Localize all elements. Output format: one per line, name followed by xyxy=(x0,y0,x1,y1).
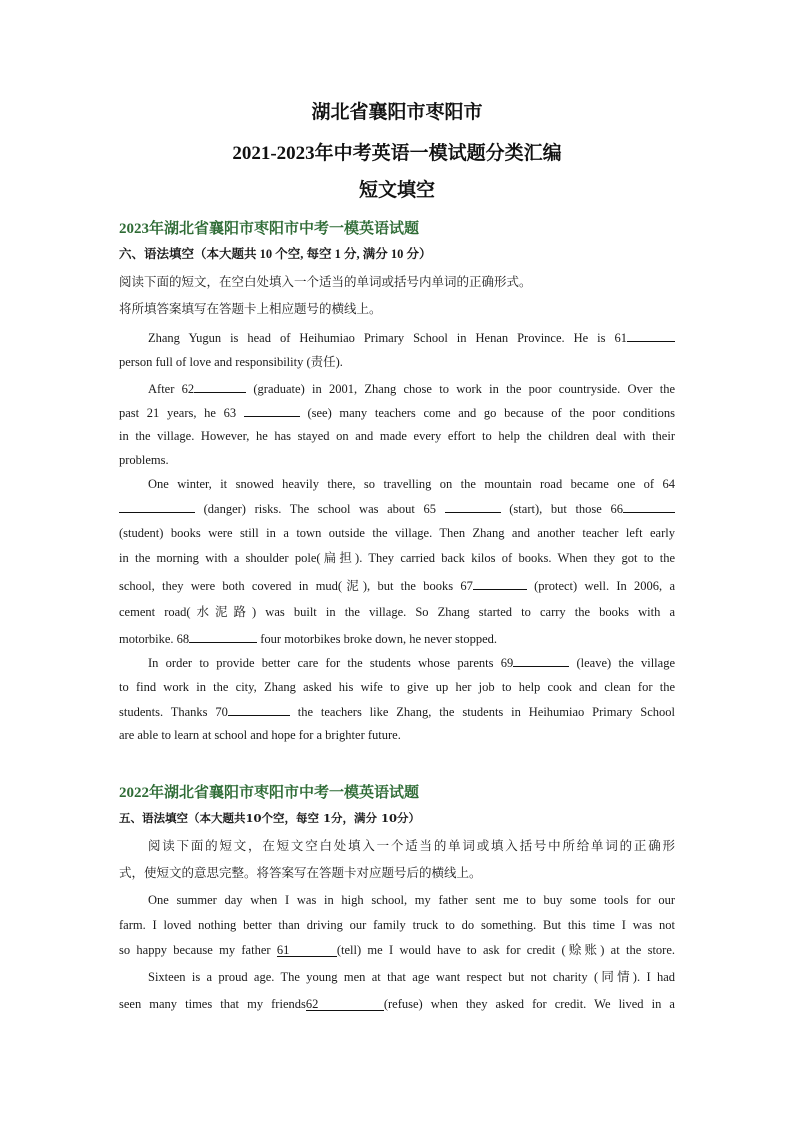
instruction-line-2: 将所填答案填写在答题卡上相应题号的横线上。 xyxy=(119,302,382,316)
answer-blank-64[interactable] xyxy=(119,500,195,513)
answer-blank-67[interactable] xyxy=(473,577,527,590)
section-heading-2023: 2023年湖北省襄阳市枣阳市中考一模英语试题 xyxy=(119,221,420,237)
paragraph-line: problems. xyxy=(119,453,169,467)
paragraph-line: school, they were both covered in mud(泥), but the books 67 (protect) well. In 2006, a xyxy=(119,579,675,593)
paragraph-line: in the village. However, he has stayed on and made every effort to help the children deal with their xyxy=(119,429,675,443)
section-heading-2022: 2022年湖北省襄阳市枣阳市中考一模英语试题 xyxy=(119,785,420,801)
answer-blank-68[interactable] xyxy=(189,630,257,643)
paragraph-line: One winter, it snowed heavily there, so travelling on the mountain road became one of 64 xyxy=(148,477,675,491)
instruction-line-2: 式，使短文的意思完整。将答案写在答题卡对应题号后的横线上。 xyxy=(119,866,482,880)
paragraph-line: (danger) risks. The school was about 65 (start), but those 66 xyxy=(119,500,675,517)
paragraph-line: In order to provide better care for the students whose parents 69 (leave) the village xyxy=(148,656,675,670)
paragraph-line: students. Thanks 70 the teachers like Zhang, the students in Heihumiao Primary School xyxy=(119,705,675,719)
part-title-2023: 六、语法填空（本大题共 10 个空, 每空 1 分, 满分 10 分） xyxy=(119,247,432,261)
paragraph-line: are able to learn at school and hope for a brighter future. xyxy=(119,728,401,742)
answer-blank-62[interactable] xyxy=(194,380,246,393)
title-region: 湖北省襄阳市枣阳市 xyxy=(311,102,483,123)
paragraph-line: One summer day when I was in high school, my father sent me to buy some tools for our xyxy=(148,893,675,907)
instruction-line-1: 阅读下面的短文，在空白处填入一个适当的单词或括号内单词的正确形式。 xyxy=(119,275,532,289)
paragraph-line: person full of love and responsibility (责任). xyxy=(119,355,343,369)
answer-blank-63[interactable] xyxy=(244,404,300,417)
answer-blank-61[interactable] xyxy=(627,329,675,342)
answer-blank-65[interactable] xyxy=(445,500,501,513)
paragraph-line: After 62 (graduate) in 2001, Zhang chose to work in the poor countryside. Over the xyxy=(148,382,675,396)
answer-blank-70[interactable] xyxy=(228,703,290,716)
answer-blank-69[interactable] xyxy=(513,654,569,667)
paragraph-line: Zhang Yugun is head of Heihumiao Primary School in Henan Province. He is 61 xyxy=(119,329,675,346)
answer-blank-62[interactable]: 62 xyxy=(306,998,384,1011)
part-title-2022: 五、语法填空（本大题共10个空，每空 1分，满分 10分） xyxy=(119,811,421,825)
title-years: 2021-2023年中考英语一模试题分类汇编 xyxy=(232,143,562,164)
paragraph-line: motorbike. 68 four motorbikes broke down, he never stopped. xyxy=(119,632,498,646)
instruction-line-1: 阅读下面的短文，在短文空白处填入一个适当的单词或填入括号中所给单词的正确形 xyxy=(148,839,675,853)
title-topic: 短文填空 xyxy=(358,180,435,201)
answer-blank-61[interactable]: 61 xyxy=(277,944,337,957)
paragraph-line: seen many times that my friends62 (refuse) when they asked for credit. We lived in a xyxy=(119,997,675,1011)
paragraph-line: cement road(水泥路) was built in the village. So Zhang started to carry the books with a xyxy=(119,605,675,619)
paragraph-line: past 21 years, he 63 (see) many teachers come and go because of the poor conditions xyxy=(119,406,675,420)
paragraph-line: to find work in the city, Zhang asked his wife to give up her job to help cook and clean for the xyxy=(119,680,675,694)
paragraph-line: so happy because my father 61 (tell) me I would have to ask for credit (赊账) at the store. xyxy=(119,943,675,957)
paragraph-line: (student) books were still in a town outside the village. Then Zhang and another teacher left early xyxy=(119,526,675,540)
paragraph-line: in the morning with a shoulder pole(扁担). They carried back kilos of books. When they got to the xyxy=(119,551,675,565)
paragraph-line: Sixteen is a proud age. The young men at that age want respect but not charity (同情). I had xyxy=(148,970,675,984)
answer-blank-66[interactable] xyxy=(623,500,675,513)
paragraph-line: farm. I loved nothing better than driving our family truck to do something. But this time I was not xyxy=(119,918,675,932)
